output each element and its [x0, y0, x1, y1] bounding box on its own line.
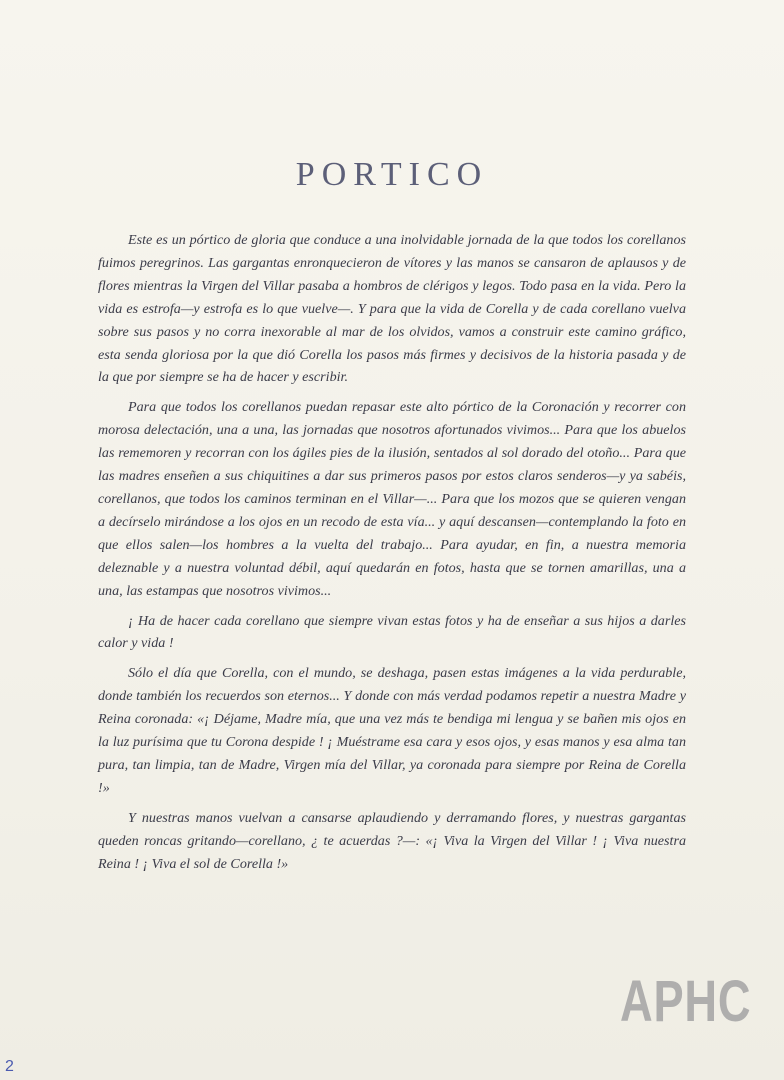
paragraph-2: Para que todos los corellanos puedan repasar este alto pórtico de la Coronación y recorrer con morosa delectación, una a una, las jornadas que nosotros afortunados vivimos... Para que los abuelos las rememoren y recorran con los ágiles pies de la ilusión, sentados al sol dorado del otoño... Para que las madres enseñen a sus chiquitines a dar sus primeros pasos por estos claros senderos—y ya sabéis, corellanos, que todos los caminos terminan en el Villar—... Para que los mozos que se quieren vengan a decírselo mirándose a los ojos en un recodo de esta vía... y aquí descansen—contemplando la foto en que ellos salen—los hombres a la vuelta del trabajo... Para ayudar, en fin, a nuestra memoria deleznable y a nuestra voluntad débil, aquí quedarán en fotos, hasta que se tornen amarillas, una a una, las estampas que nosotros vivimos...	[98, 399, 686, 599]
paragraph-5: Y nuestras manos vuelvan a cansarse aplaudiendo y derramando flores, y nuestras gargantas queden roncas gritando—corellano, ¿ te acuerdas ?—: «¡ Viva la Virgen del Villar ! ¡ Viva nuestra Reina ! ¡ Viva el sol de Corella !»	[98, 809, 686, 872]
paragraph-1: Este es un pórtico de gloria que conduce a una inolvidable jornada de la que todos los corellanos fuimos peregrinos. Las gargantas enronquecieron de vítores y las manos se cansaron de aplausos y de flores mientras la Virgen del Villar pasaba a hombros de clérigos y legos. Todo pasa en la vida. Pero la vida es estrofa—y estrofa es lo que vuelve—. Y para que la vida de Corella y de cada corellano vuelva sobre sus pasos y no corra inexorable al mar de los olvidos, vamos a construir este camino gráfico, esta senda gloriosa por la que dió Corella los pasos más firmes y decisivos de la historia pasada y de la que por siempre se ha de hacer y escribir.	[98, 232, 686, 386]
page-title: PORTICO	[295, 155, 489, 193]
body-text	[98, 229, 686, 882]
paragraph-4: Sólo el día que Corella, con el mundo, se deshaga, pasen estas imágenes a la vida perdurable, donde también los recuerdos son eternos... Y donde con más verdad podamos repetir a nuestra Madre y Reina coronada: «¡ Déjame, Madre mía, que una vez más te bendiga mi lengua y se bañen mis ojos en la luz purísima que tu Corona despide ! ¡ Muéstrame esa cara y esos ojos, y esas manos y esa alma tan pura, tan limpia, tan de Madre, Virgen mía del Villar, ya coronada para siempre por Reina de Corella !»	[98, 665, 686, 796]
page-number: 2	[5, 1058, 14, 1075]
paragraph-3: ¡ Ha de hacer cada corellano que siempre vivan estas fotos y ha de enseñar a sus hijos a darles calor y vida !	[98, 612, 686, 652]
archive-watermark: APHC	[620, 969, 752, 1034]
